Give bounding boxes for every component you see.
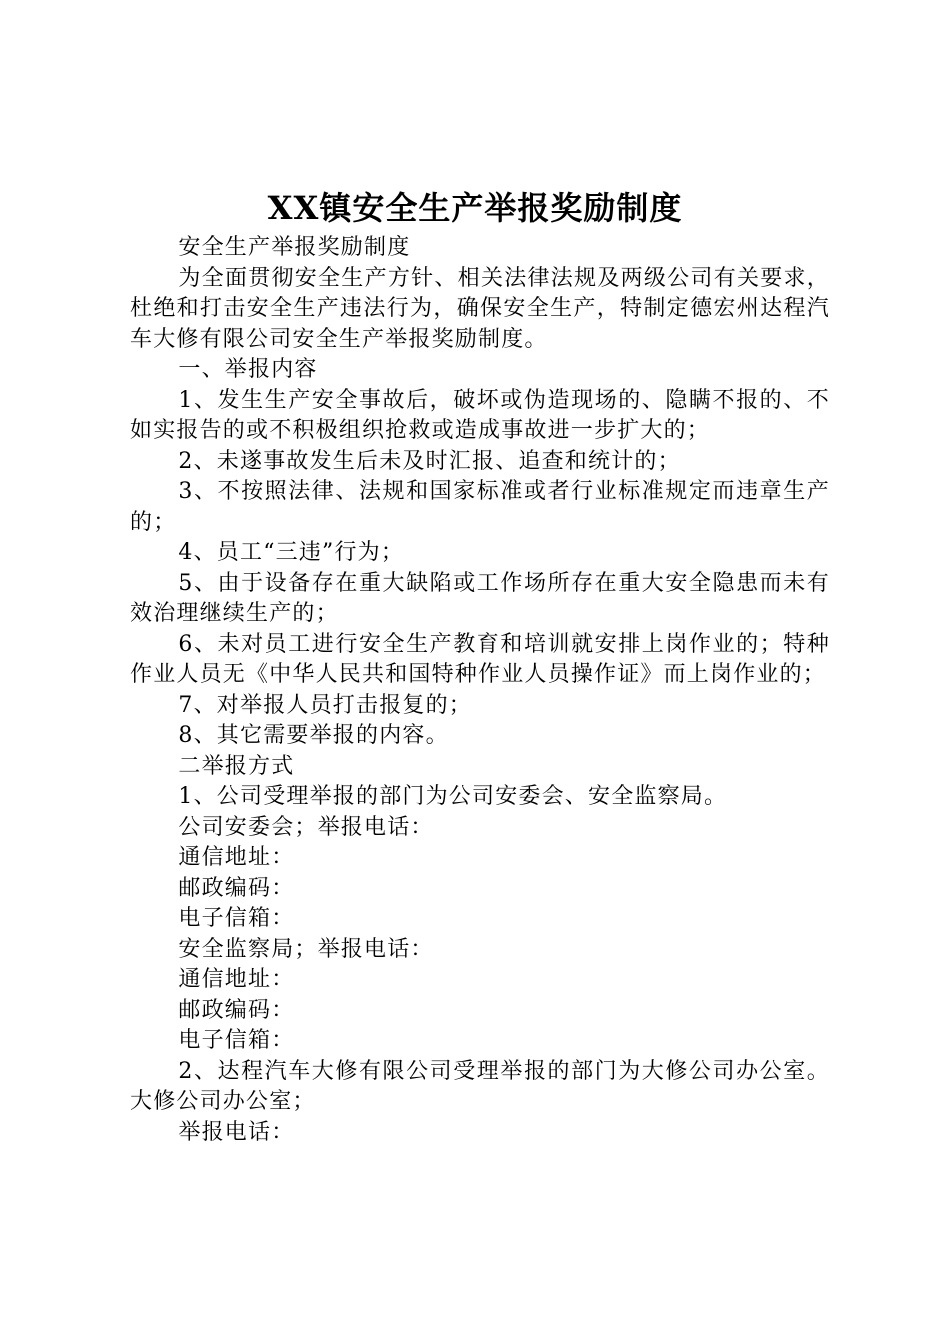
report-item-8: 8、其它需要举报的内容。 bbox=[178, 723, 449, 748]
report-item-6: 6、未对员工进行安全生产教育和培训就安排上岗作业的；特种作业人员无《中华人民共和国特种作业人员操作证》而上岗作业的； bbox=[130, 631, 830, 687]
safety-bureau-postcode: 邮政编码： bbox=[178, 997, 295, 1023]
subtitle-paragraph: 安全生产举报奖励制度 bbox=[178, 235, 411, 260]
section-heading-report-method: 二举报方式 bbox=[178, 753, 295, 779]
document-title: XX镇安全生产举报奖励制度 bbox=[267, 189, 683, 227]
safety-bureau-phone: 安全监察局；举报电话： bbox=[178, 936, 434, 962]
method-item-1: 1、公司受理举报的部门为公司安委会、安全监察局。 bbox=[178, 784, 728, 809]
safety-committee-email: 电子信箱： bbox=[178, 906, 295, 931]
report-item-4: 4、员工“三违”行为； bbox=[178, 540, 405, 565]
document-body bbox=[130, 233, 830, 1148]
report-item-5: 5、由于设备存在重大缺陷或工作场所存在重大安全隐患而未有效治理继续生产的； bbox=[130, 570, 830, 626]
section-heading-report-content: 一、举报内容 bbox=[178, 357, 318, 382]
safety-committee-address: 通信地址： bbox=[178, 845, 295, 870]
intro-paragraph: 为全面贯彻安全生产方针、相关法律法规及两级公司有关要求，杜绝和打击安全生产违法行为，确保安全生产，特制定德宏州达程汽车大修有限公司安全生产举报奖励制度。 bbox=[130, 265, 830, 352]
report-item-3: 3、不按照法律、法规和国家标准或者行业标准规定而违章生产的； bbox=[130, 479, 830, 535]
safety-committee-postcode: 邮政编码： bbox=[178, 875, 295, 901]
repair-office-phone: 举报电话： bbox=[178, 1119, 295, 1145]
report-item-2: 2、未遂事故发生后未及时汇报、追查和统计的； bbox=[178, 448, 681, 474]
method-item-2: 2、达程汽车大修有限公司受理举报的部门为大修公司办公室。大修公司办公室； bbox=[130, 1058, 830, 1114]
report-item-7: 7、对举报人员打击报复的； bbox=[178, 692, 472, 718]
safety-bureau-email: 电子信箱： bbox=[178, 1028, 295, 1053]
safety-bureau-address: 通信地址： bbox=[178, 967, 295, 992]
safety-committee-phone: 公司安委会；举报电话： bbox=[178, 814, 434, 840]
report-item-1: 1、发生生产安全事故后，破坏或伪造现场的、隐瞒不报的、不如实报告的或不积极组织抢救或造成事故进一步扩大的； bbox=[130, 387, 830, 443]
